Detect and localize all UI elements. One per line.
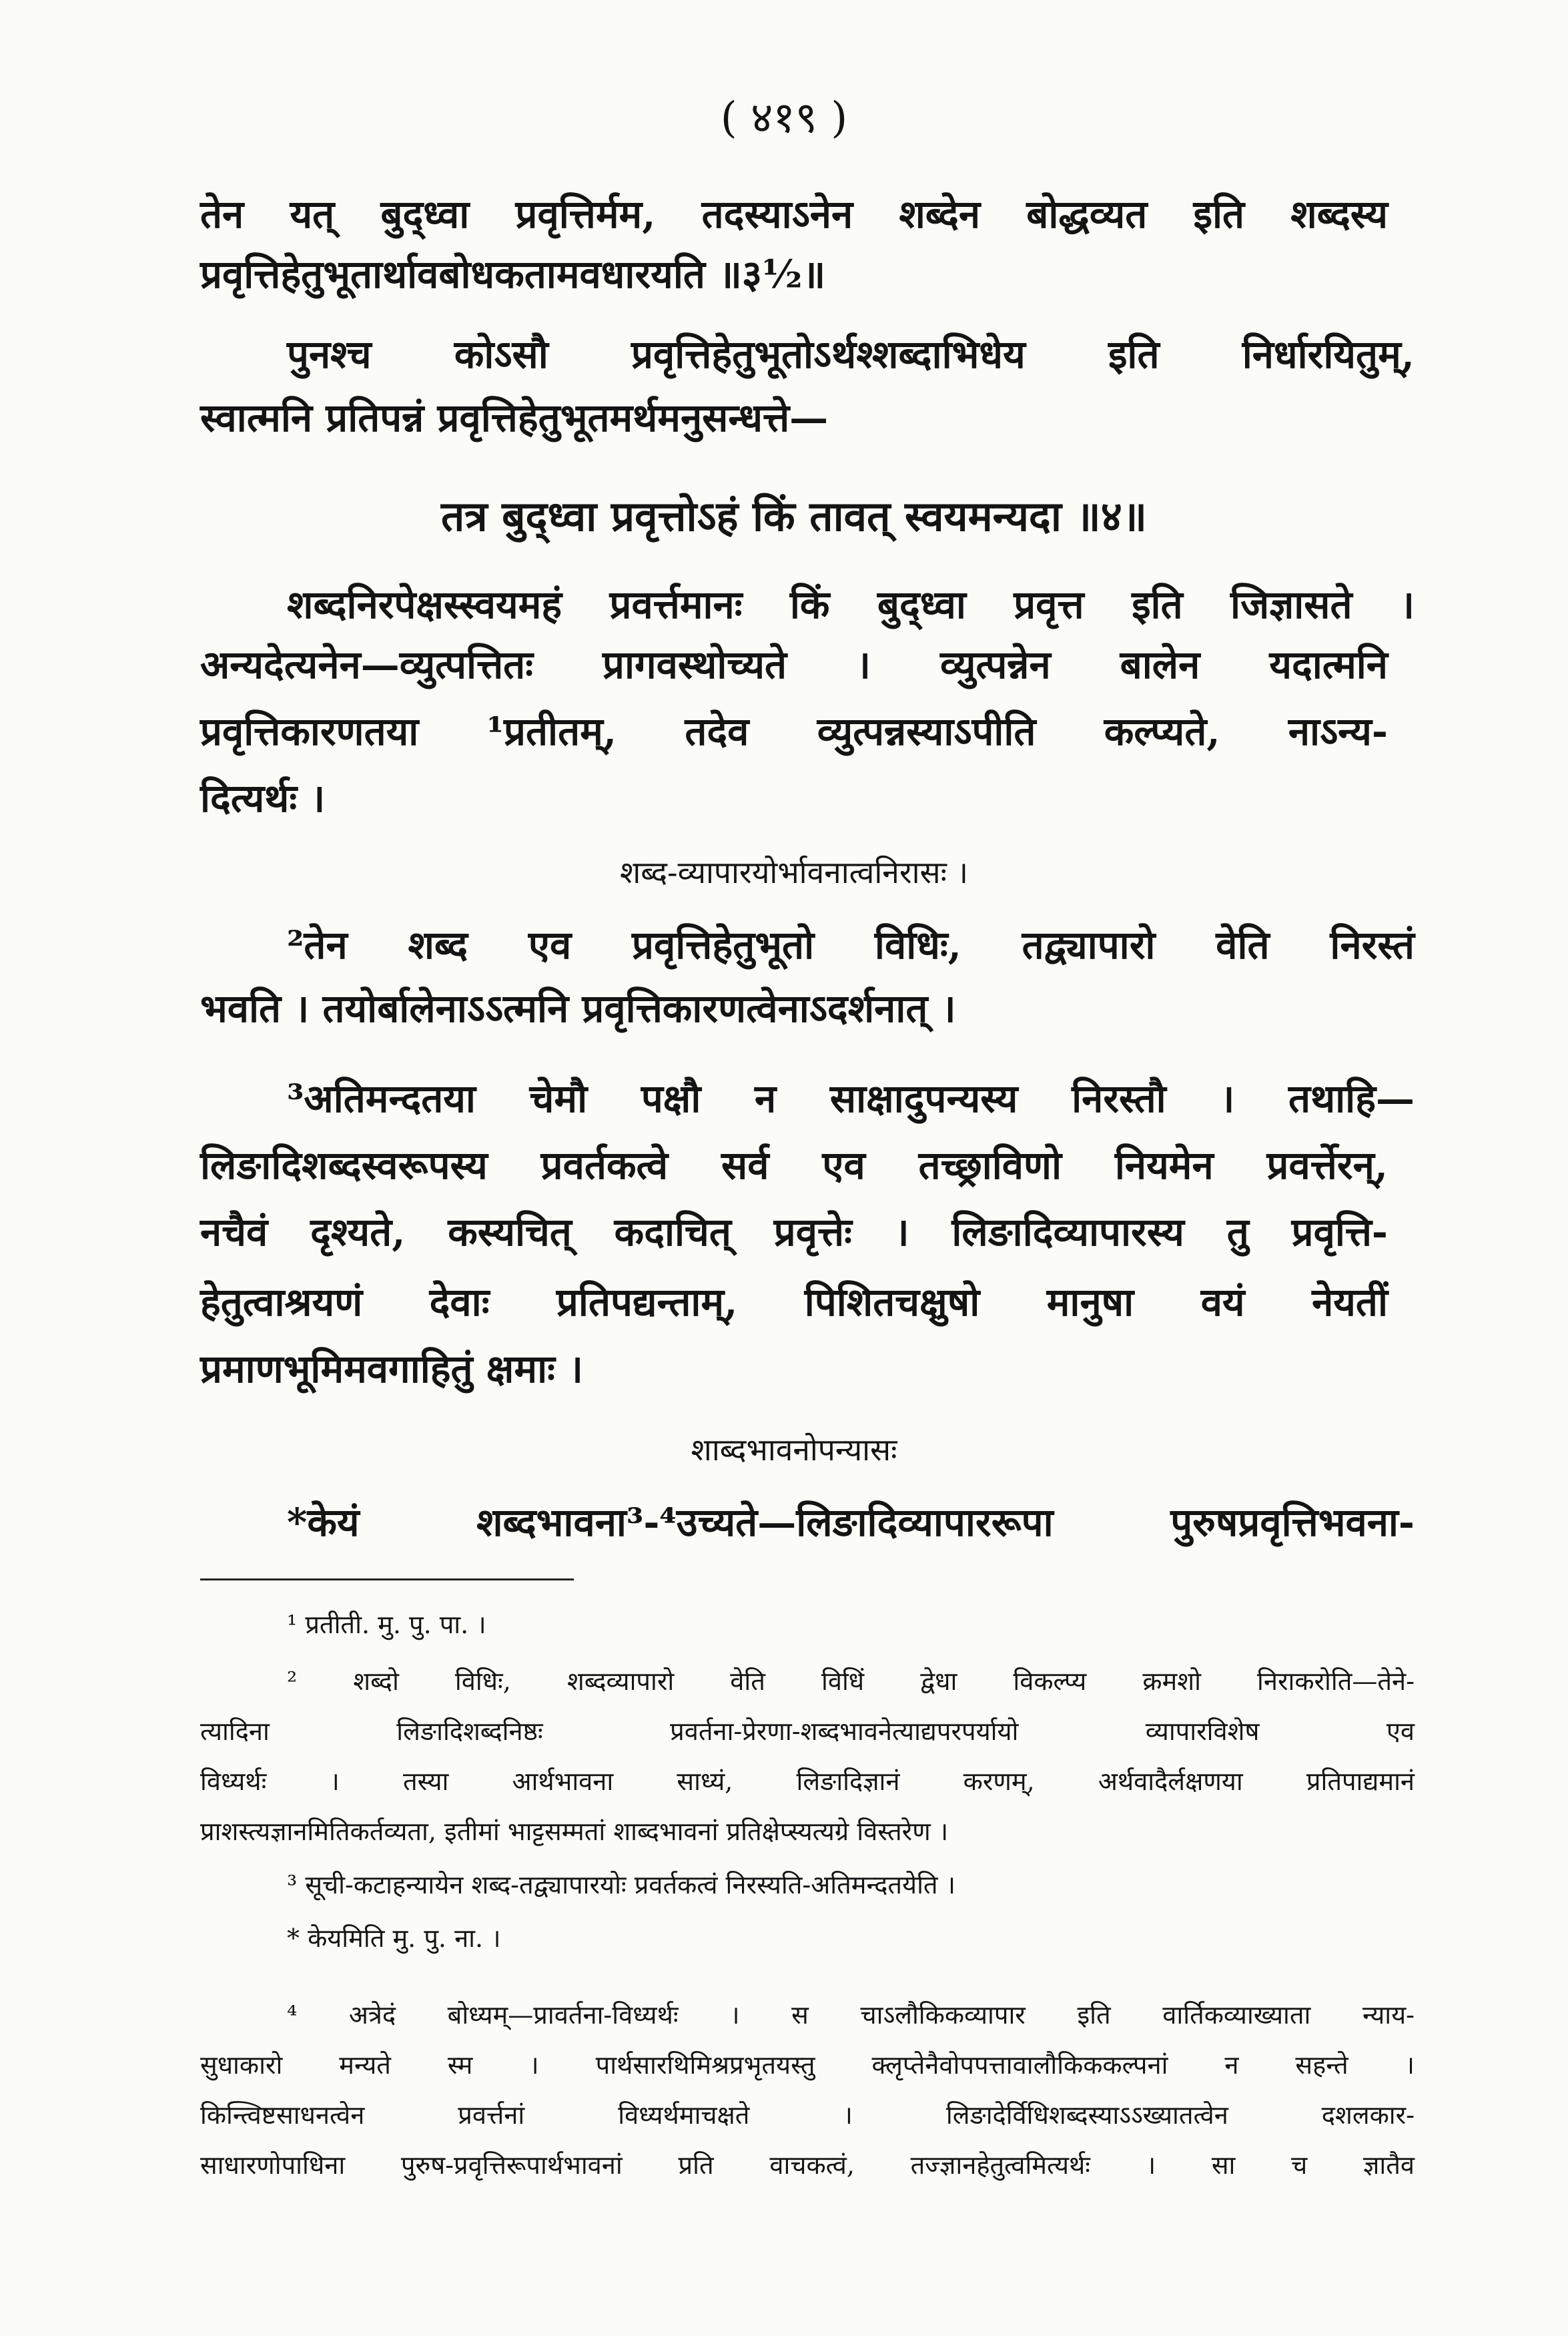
para3-line-2: भवति । तयोर्बालेनाऽऽत्मनि प्रवृत्तिकारणत्वेनाऽदर्शनात् । <box>200 986 956 1031</box>
footnote-separator <box>200 1578 574 1580</box>
para4-line-5: प्रमाणभूमिमवगाहितुं क्षमाः । <box>200 1346 583 1392</box>
section-heading-1: शब्द-व्यापारयोर्भावनात्वनिरासः । <box>620 854 968 890</box>
footnote-2-line-2: त्यादिना लिङादिशब्दनिष्ठः प्रवर्तना-प्रेरणा-शब्दभावनेत्याद्यपरपर्यायो व्यापारविशेष एव <box>200 1717 1415 1746</box>
footnote-3: ³ सूची-कटाहन्यायेन शब्द-तद्व्यापारयोः प्रवर्तकत्वं निरस्यति-अतिमन्दतयेति । <box>287 1870 956 1900</box>
verse-line: तत्र बुद्‌ध्वा प्रवृत्तोऽहं किं तावत् स्वयमन्यदा ॥४॥ <box>440 492 1148 541</box>
main-text-line-2: प्रवृत्तिहेतुभूतार्थावबोधकतामवधारयति ॥३½॥ <box>200 252 826 297</box>
main-text-line-4: स्वात्मनि प्रतिपन्नं प्रवृत्तिहेतुभूतमर्थमनुसन्धत्ते— <box>200 395 829 441</box>
section-heading-2: शाब्दभावनोपन्यासः <box>691 1432 897 1468</box>
footnote-4-line-3: किन्त्विष्टसाधनत्वेन प्रवर्त्तनां विध्यर्थमाचक्षते । लिङादेर्विधिशब्दस्याऽऽख्यातत्वेन दशलकार- <box>200 2100 1415 2130</box>
footnote-star: * केयमिति मु. पु. ना. । <box>287 1924 501 1953</box>
para2-line-2: अन्यदेत्यनेन—व्युत्पत्तितः प्रागवस्थोच्यते । व्युत्पन्नेन बालेन यदात्मनि <box>200 642 1388 687</box>
footnote-4-line-1: ⁴ अत्रेदं बोध्यम्—प्रावर्तना-विध्यर्थः । स चाऽलौकिकव्यापार इति वार्तिकव्याख्याता न्याय- <box>287 2000 1415 2030</box>
para3-line-1: ²तेन शब्द एव प्रवृत्तिहेतुभूतो विधिः, तद्व्यापारो वेति निरस्तं <box>287 922 1415 968</box>
para2-line-1: शब्दनिरपेक्षस्स्वयमहं प्रवर्त्तमानः किं बुद्‌ध्वा प्रवृत्त इति जिज्ञासते । <box>287 582 1415 627</box>
para5-line-1: *केयं शब्दभावना³-⁴उच्यते—लिङादिव्यापाररूपा पुरुषप्रवृत्तिभवना- <box>287 1500 1415 1545</box>
para2-line-4: दित्यर्थः । <box>200 776 326 821</box>
footnote-2-line-1: ² शब्दो विधिः, शब्दव्यापारो वेति विधिं द्वेधा विकल्प्य क्रमशो निराकरोति—तेने- <box>287 1667 1415 1696</box>
para2-line-3: प्रवृत्तिकारणतया ¹प्रतीतम्, तदेव व्युत्पन्नस्याऽपीति कल्प्यते, नाऽन्य- <box>200 709 1388 754</box>
para4-line-3: नचैवं दृश्यते, कस्यचित् कदाचित् प्रवृत्तेः । लिङादिव्यापारस्य तु प्रवृत्ति- <box>200 1209 1388 1255</box>
main-text-line-1: तेन यत् बुद्‌ध्वा प्रवृत्तिर्मम, तदस्याऽनेन शब्देन बोद्धव्यत इति शब्दस्य <box>200 192 1388 237</box>
page-number: ( ४१९ ) <box>720 93 848 143</box>
para4-line-2: लिङादिशब्दस्वरूपस्य प्रवर्तकत्वे सर्व एव तच्छ्राविणो नियमेन प्रवर्त्तेरन्, <box>200 1143 1388 1188</box>
footnote-4-line-4: साधारणोपाधिना पुरुष-प्रवृत्तिरूपार्थभावनां प्रति वाचकत्वं, तज्ज्ञानहेतुत्वमित्यर्थः । सा च ज्ञातैव <box>200 2150 1415 2180</box>
footnote-4-line-2: सुधाकारो मन्यते स्म । पार्थसारथिमिश्रप्रभृतयस्तु क्लृप्तेनैवोपपत्तावालौकिककल्पनां न सहन्ते । <box>200 2050 1415 2080</box>
para4-line-4: हेतुत्वाश्रयणं देवाः प्रतिपद्यन्ताम्, पिशितचक्षुषो मानुषा वयं नेयतीं <box>200 1279 1388 1325</box>
footnote-2-line-3: विध्यर्थः । तस्या आर्थभावना साध्यं, लिङादिज्ञानं करणम्, अर्थवादैर्लक्षणया प्रतिपाद्यमानं <box>200 1767 1415 1796</box>
footnote-2-line-4: प्राशस्त्यज्ञानमितिकर्तव्यता, इतीमां भाट्टसम्मतां शाब्दभावनां प्रतिक्षेप्स्यत्यग्रे विस्तरेण । <box>200 1817 949 1846</box>
main-text-line-3: पुनश्च कोऽसौ प्रवृत्तिहेतुभूतोऽर्थश्शब्दाभिधेय इति निर्धारयितुम्, <box>287 332 1415 377</box>
footnote-1: ¹ प्रतीती. मु. पु. पा. । <box>287 1610 486 1639</box>
para4-line-1: ³अतिमन्दतया चेमौ पक्षौ न साक्षादुपन्यस्य निरस्तौ । तथाहि— <box>287 1076 1415 1121</box>
